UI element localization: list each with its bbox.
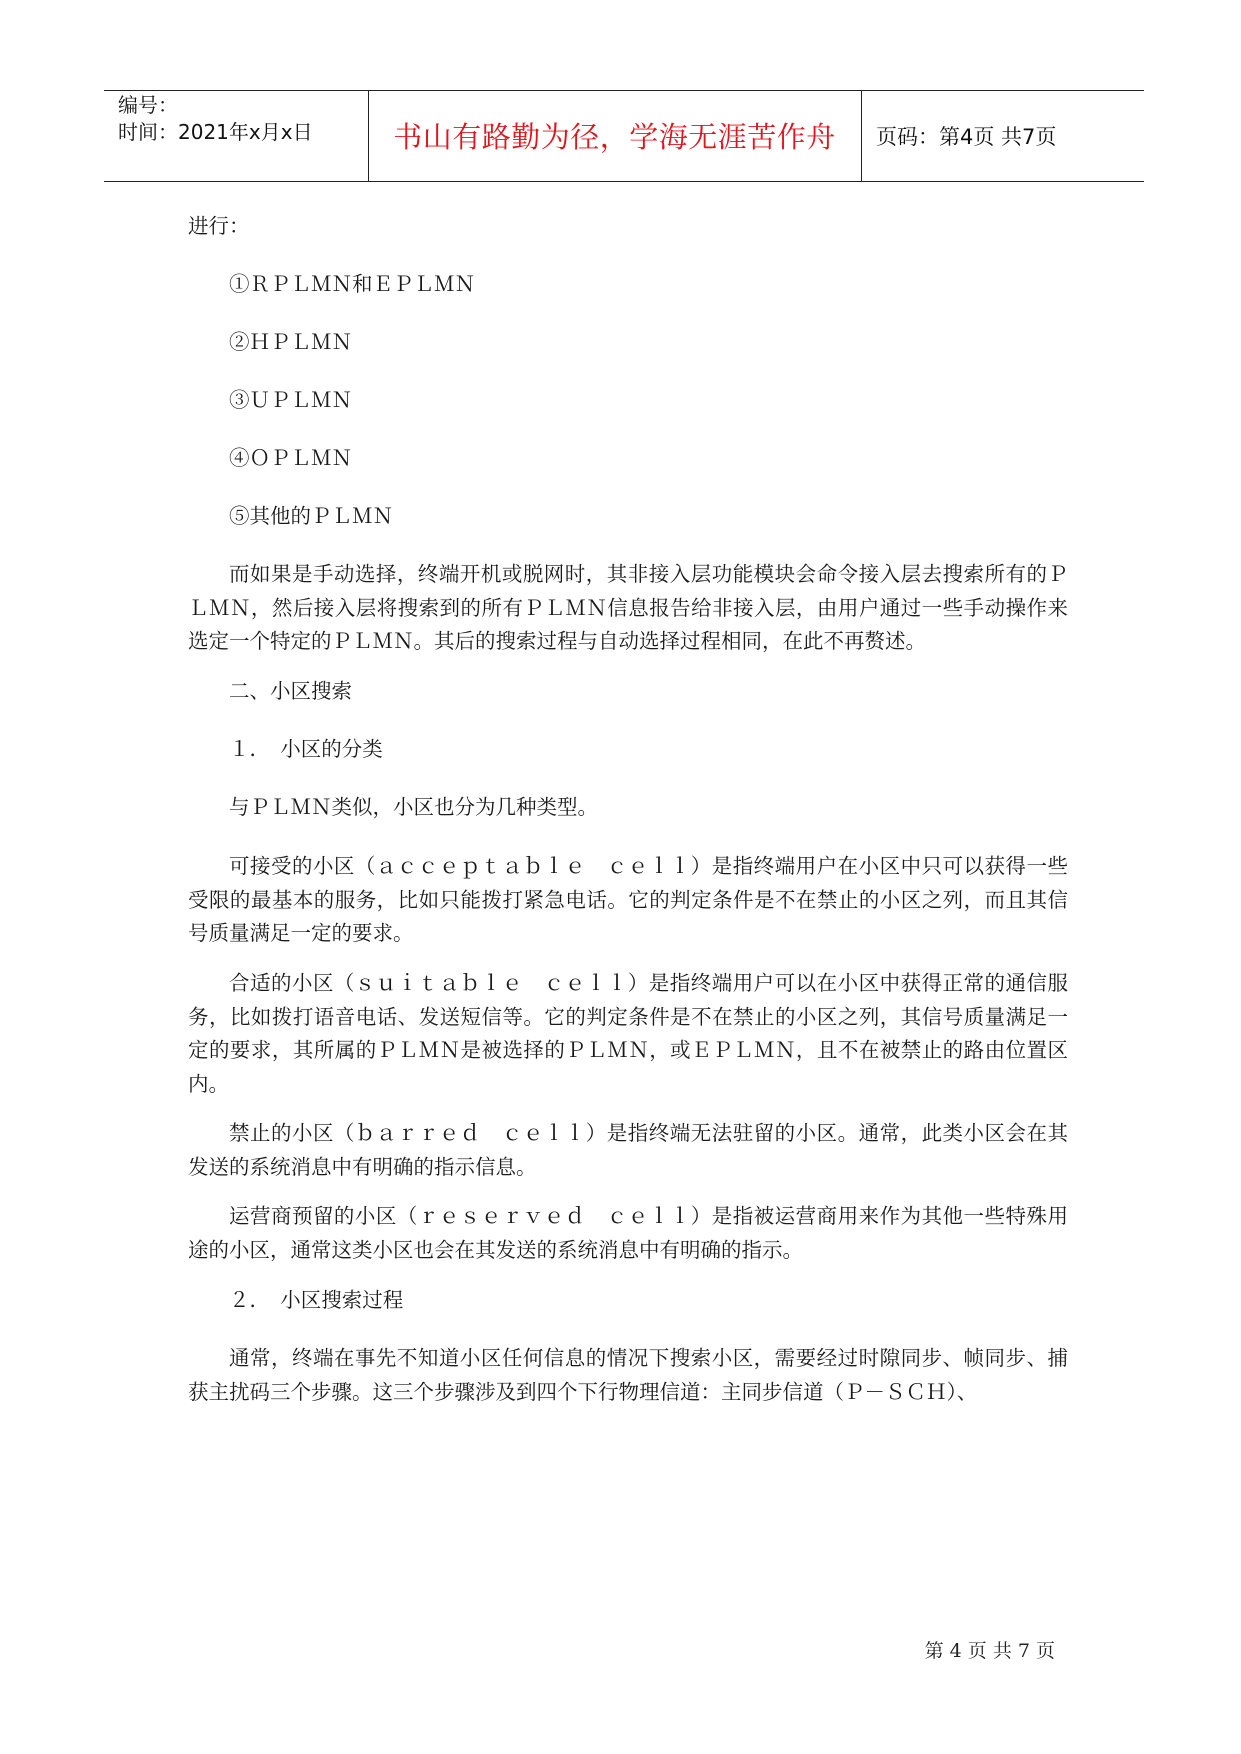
serial-label: 编号： (118, 93, 178, 117)
list-item: ⑤其他的ＰＬＭＮ (229, 504, 393, 528)
header-page-number: 页码：第4页 共7页 (876, 124, 1057, 149)
page-header (104, 90, 1144, 182)
header-divider-right (861, 91, 862, 181)
paragraph-reserved-cell: 运营商预留的小区（ｒｅｓｅｒｖｅｄ ｃｅｌｌ）是指被运营商用来作为其他一些特殊用途的小区，通常这类小区也会在其发送的系统消息中有明确的指示。 (188, 1204, 1068, 1262)
section-heading: 二、小区搜索 (229, 679, 352, 703)
paragraph-manual-selection: 而如果是手动选择，终端开机或脱网时，其非接入层功能模块会命令接入层去搜索所有的ＰＬＭＮ，然后接入层将搜索到的所有ＰＬＭＮ信息报告给非接入层，由用户通过一些手动操作来选定一个特定的ＰＬＭＮ。其后的搜索过程与自动选择过程相同，在此不再赘述。 (188, 562, 1068, 653)
list-item: ④ＯＰＬＭＮ (229, 446, 352, 470)
subsection-heading: ２． 小区搜索过程 (229, 1288, 404, 1312)
list-item: ③ＵＰＬＭＮ (229, 388, 352, 412)
time-label: 时间：2021年x月x日 (118, 120, 313, 144)
paragraph-barred-cell: 禁止的小区（ｂａｒｒｅｄ ｃｅｌｌ）是指终端无法驻留的小区。通常，此类小区会在其发送的系统消息中有明确的指示信息。 (188, 1121, 1068, 1179)
subsection-heading: １． 小区的分类 (229, 737, 383, 761)
paragraph-suitable-cell: 合适的小区（ｓｕｉｔａｂｌｅ ｃｅｌｌ）是指终端用户可以在小区中获得正常的通信服务，比如拨打语音电话、发送短信等。它的判定条件是不在禁止的小区之列，其信号质量满足一定的要求，其所属的ＰＬＭＮ是被选择的ＰＬＭＮ，或ＥＰＬＭＮ，且不在被禁止的路由位置区内。 (188, 971, 1068, 1096)
paragraph-acceptable-cell: 可接受的小区（ａｃｃｅｐｔａｂｌｅ ｃｅｌｌ）是指终端用户在小区中只可以获得一些受限的最基本的服务，比如只能拨打紧急电话。它的判定条件是不在禁止的小区之列，而且其信号质量满足一定的要求。 (188, 854, 1068, 945)
page-footer: 第 4 页 共 7 页 (924, 1640, 1055, 1662)
list-item: ①ＲＰＬＭＮ和ＥＰＬＭＮ (229, 272, 475, 296)
header-motto: 书山有路勤为径，学海无涯苦作舟 (393, 120, 836, 154)
paragraph: 与ＰＬＭＮ类似，小区也分为几种类型。 (229, 795, 598, 819)
list-item: ②ＨＰＬＭＮ (229, 330, 352, 354)
paragraph-cell-search: 通常，终端在事先不知道小区任何信息的情况下搜索小区，需要经过时隙同步、帧同步、捕获主扰码三个步骤。这三个步骤涉及到四个下行物理信道：主同步信道（Ｐ－ＳＣＨ）、 (188, 1346, 1068, 1404)
paragraph-intro: 进行： (188, 214, 250, 238)
